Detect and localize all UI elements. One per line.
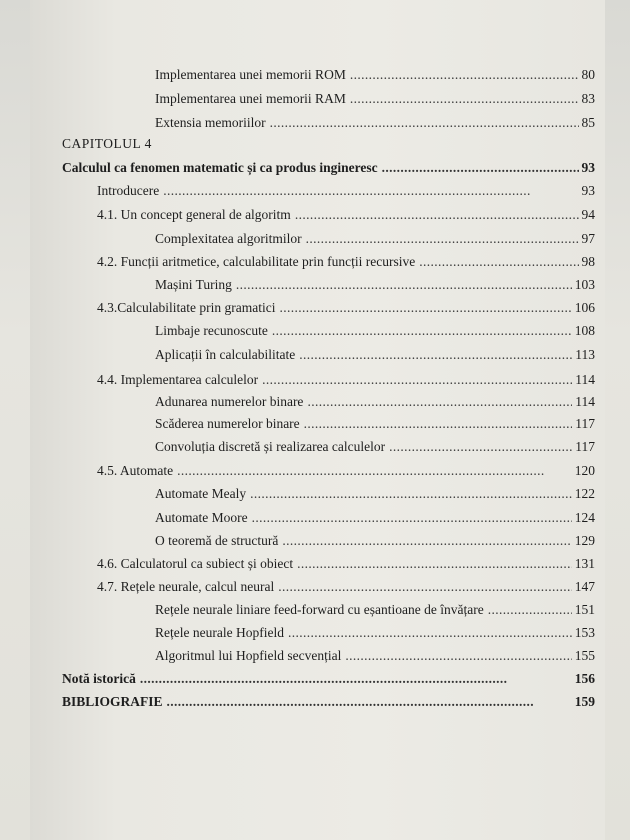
toc-entry-page: 117 [575, 439, 595, 454]
leader-dots [488, 599, 572, 621]
toc-entry-title: Adunarea numerelor binare [155, 394, 304, 409]
toc-entry [155, 88, 595, 110]
toc-entry-page: 114 [575, 394, 595, 409]
toc-entry-title: Automate Mealy [155, 486, 247, 501]
leader-dots [389, 436, 572, 458]
toc-entry [155, 507, 595, 529]
toc-entry [155, 645, 595, 667]
toc-entry-page: 159 [574, 694, 595, 709]
toc-entry-title: Implementarea unei memorii RAM [155, 91, 346, 106]
toc-entry-title: 4.3.Calculabilitate prin gramatici [97, 300, 276, 315]
leader-dots [262, 369, 572, 391]
leader-dots [272, 320, 572, 342]
toc-entry-title: BIBLIOGRAFIE [62, 694, 163, 709]
toc-entry-page: 93 [581, 160, 595, 175]
toc-entry-title: Mașini Turing [155, 277, 232, 292]
toc-entry-title: Automate Moore [155, 510, 248, 525]
toc-entry-title: Extensia memoriilor [155, 115, 266, 130]
toc-entry [97, 460, 595, 482]
toc-entry [155, 320, 595, 342]
toc-entry-title: Scăderea numerelor binare [155, 416, 300, 431]
leader-dots [278, 576, 571, 598]
toc-entry [97, 251, 595, 273]
toc-entry-title: Limbaje recunoscute [155, 323, 268, 338]
toc-entry [155, 413, 595, 435]
toc-entry-title: Algoritmul lui Hopfield secvențial [155, 648, 342, 663]
leader-dots [288, 622, 572, 644]
toc-entry [155, 344, 595, 366]
toc-entry-title: Calculul ca fenomen matematic și ca produs ingineresc [62, 160, 378, 175]
toc-entry [97, 576, 595, 598]
toc-entry-page: 117 [575, 416, 595, 431]
leader-dots [382, 157, 579, 179]
leader-dots [307, 391, 572, 413]
toc-entry-page: 93 [581, 183, 595, 198]
leader-dots [140, 668, 572, 690]
toc-entry-title: 4.1. Un concept general de algoritm [97, 207, 291, 222]
toc-entry [155, 228, 595, 250]
toc-entry-page: 156 [574, 671, 595, 686]
toc-entry [97, 553, 595, 575]
toc-entry [155, 391, 595, 413]
toc-entry-page: 151 [574, 602, 595, 617]
toc-entry-page: 80 [581, 67, 595, 82]
toc-entry-title: Notă istorică [62, 671, 136, 686]
toc-entry-page: 94 [581, 207, 595, 222]
toc-entry [97, 204, 595, 226]
leader-dots [252, 507, 572, 529]
toc-entry-page: 113 [575, 347, 595, 362]
leader-dots [167, 691, 572, 713]
chapter-title-entry [62, 157, 595, 179]
leader-dots [345, 645, 571, 667]
toc-entry-page: 108 [574, 323, 595, 338]
leader-dots [350, 64, 579, 86]
leader-dots [306, 228, 579, 250]
toc-entry-page: 85 [581, 115, 595, 130]
toc-entry-page: 114 [575, 372, 595, 387]
toc-entry [62, 691, 595, 713]
leader-dots [295, 204, 579, 226]
toc-entry [97, 180, 595, 202]
toc-entry-page: 122 [574, 486, 595, 501]
toc-entry-title: Convoluția discretă și realizarea calculelor [155, 439, 386, 454]
leader-dots [279, 297, 571, 319]
leader-dots [297, 553, 572, 575]
leader-dots [177, 460, 572, 482]
toc-entry-title: Complexitatea algoritmilor [155, 231, 302, 246]
toc-entry-title: 4.4. Implementarea calculelor [97, 372, 259, 387]
toc-entry-page: 106 [574, 300, 595, 315]
toc-entry [155, 622, 595, 644]
toc-entry-title: Introducere [97, 183, 160, 198]
toc-entry-page: 153 [574, 625, 595, 640]
leader-dots [163, 180, 578, 202]
toc-entry-page: 83 [581, 91, 595, 106]
toc-entry-page: 124 [574, 510, 595, 525]
toc-entry [155, 436, 595, 458]
leader-dots [419, 251, 578, 273]
toc-entry [155, 64, 595, 86]
leader-dots [304, 413, 573, 435]
toc-entry-page: 147 [574, 579, 595, 594]
toc-entry-page: 97 [581, 231, 595, 246]
toc-entry-page: 131 [574, 556, 595, 571]
toc-entry-title: Rețele neurale liniare feed-forward cu eșantioane de învățare [155, 602, 484, 617]
toc-entry-title: Implementarea unei memorii ROM [155, 67, 346, 82]
toc-entry-page: 103 [574, 277, 595, 292]
toc-entry [97, 369, 595, 391]
leader-dots [350, 88, 579, 110]
toc-entry-title: 4.2. Funcții aritmetice, calculabilitate prin funcții recursive [97, 254, 416, 269]
toc-entry [155, 274, 595, 296]
chapter-label: CAPITOLUL 4 [62, 136, 152, 151]
leader-dots [270, 112, 579, 134]
toc-entry [62, 668, 595, 690]
toc-entry [97, 297, 595, 319]
toc-entry [155, 599, 595, 621]
leader-dots [236, 274, 572, 296]
toc-entry-title: 4.5. Automate [97, 463, 174, 478]
leader-dots [299, 344, 572, 366]
leader-dots [250, 483, 572, 505]
toc-entry-title: 4.7. Rețele neurale, calcul neural [97, 579, 275, 594]
toc-entry-page: 129 [574, 533, 595, 548]
toc-entry-page: 120 [574, 463, 595, 478]
toc-entry-page: 98 [581, 254, 595, 269]
toc-entry [155, 112, 595, 134]
leader-dots [282, 530, 571, 552]
toc-entry [155, 530, 595, 552]
toc-entry [155, 483, 595, 505]
toc-entry-title: 4.6. Calculatorul ca subiect și obiect [97, 556, 294, 571]
toc-entry-title: Aplicații în calculabilitate [155, 347, 296, 362]
toc-entry-title: Rețele neurale Hopfield [155, 625, 284, 640]
toc-entry-title: O teoremă de structură [155, 533, 279, 548]
toc-entry-page: 155 [574, 648, 595, 663]
